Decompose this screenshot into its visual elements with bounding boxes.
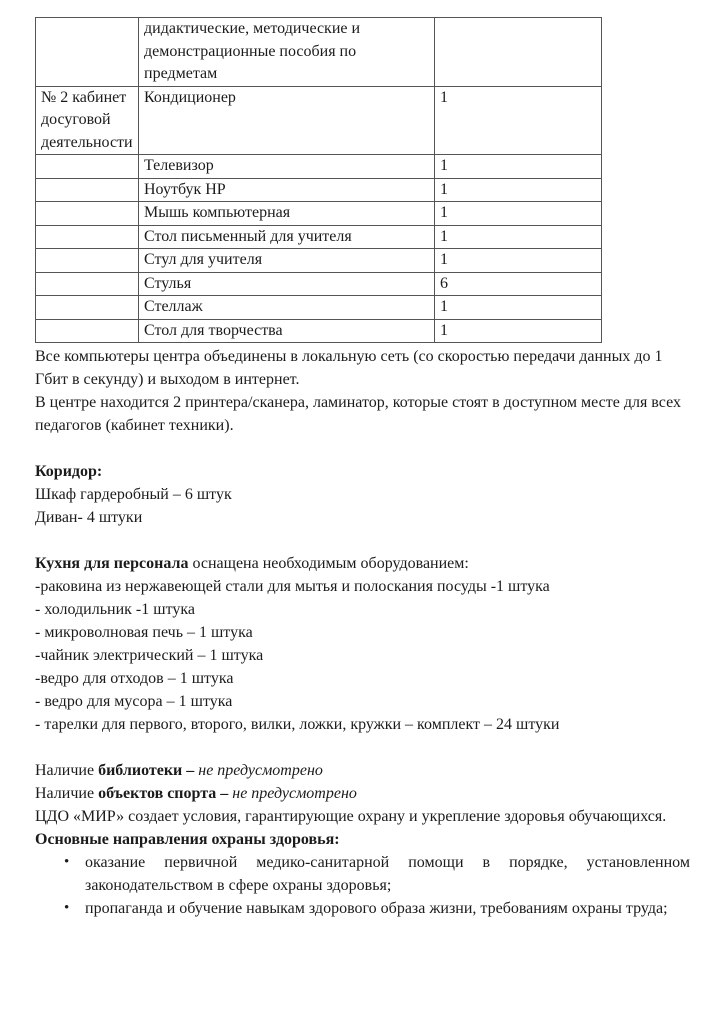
table-row xyxy=(36,319,602,343)
availability-prefix: Наличие xyxy=(35,785,99,802)
kitchen-item: - холодильник -1 штука xyxy=(35,601,195,618)
corridor-item: Шкаф гардеробный – 6 штук xyxy=(35,486,232,503)
bullet-icon: • xyxy=(64,854,70,870)
qty-cell: 6 xyxy=(435,272,602,296)
item-cell: Стулья xyxy=(139,272,435,296)
sports-availability xyxy=(35,782,690,805)
library-availability xyxy=(35,759,690,782)
availability-status: не предусмотрено xyxy=(198,762,323,779)
paragraph-printers: В центре находится 2 принтера/сканера, ламинатор, которые стоят в доступном месте для всех педагогов (кабинет техники). xyxy=(35,394,681,434)
paragraph-network: Все компьютеры центра объединены в локальную сеть (со скоростью передачи данных до 1 Гбит в секунду) и выходом в интернет. xyxy=(35,348,663,388)
item-cell: Стеллаж xyxy=(139,296,435,320)
qty-cell: 1 xyxy=(435,319,602,343)
item-cell: Стол для творчества xyxy=(139,319,435,343)
table-row xyxy=(36,86,602,155)
kitchen-item: - микроволновая печь – 1 штука xyxy=(35,624,253,641)
room-cell xyxy=(36,249,139,273)
table-row xyxy=(36,225,602,249)
availability-subject: библиотеки – xyxy=(98,762,199,779)
table-row xyxy=(36,272,602,296)
item-cell: Ноутбук HP xyxy=(139,178,435,202)
room-cell xyxy=(36,272,139,296)
health-bullet-list xyxy=(35,851,690,920)
blank-line xyxy=(35,736,690,759)
table-row xyxy=(36,249,602,273)
qty-cell: 1 xyxy=(435,202,602,226)
room-cell xyxy=(36,155,139,179)
blank-line xyxy=(35,437,690,460)
item-cell: дидактические, методические и демонстрационные пособия по предметам xyxy=(139,18,435,87)
item-cell: Телевизор xyxy=(139,155,435,179)
kitchen-item: -чайник электрический – 1 штука xyxy=(35,647,264,664)
bullet-text: пропаганда и обучение навыкам здорового образа жизни, требованиям охраны труда; xyxy=(85,900,668,917)
kitchen-heading-bold: Кухня для персонала xyxy=(35,555,189,572)
table-row xyxy=(36,155,602,179)
room-cell: № 2 кабинет досуговой деятельности xyxy=(36,86,139,155)
health-heading: Основные направления охраны здоровья: xyxy=(35,831,340,848)
item-cell: Мышь компьютерная xyxy=(139,202,435,226)
room-cell xyxy=(36,225,139,249)
blank-line xyxy=(35,529,690,552)
bullet-item xyxy=(35,851,690,897)
kitchen-item: -ведро для отходов – 1 штука xyxy=(35,670,234,687)
qty-cell: 1 xyxy=(435,155,602,179)
qty-cell: 1 xyxy=(435,225,602,249)
availability-status: не предусмотрено xyxy=(232,785,357,802)
room-cell xyxy=(36,202,139,226)
room-cell xyxy=(36,18,139,87)
item-cell: Стул для учителя xyxy=(139,249,435,273)
bullet-icon: • xyxy=(64,900,70,916)
qty-cell xyxy=(435,18,602,87)
qty-cell: 1 xyxy=(435,86,602,155)
qty-cell: 1 xyxy=(435,249,602,273)
kitchen-item: -раковина из нержавеющей стали для мытья и полоскания посуды -1 штука xyxy=(35,578,550,595)
kitchen-heading-rest: оснащена необходимым оборудованием: xyxy=(188,555,469,572)
table-row xyxy=(36,18,602,87)
table-row xyxy=(36,202,602,226)
equipment-table xyxy=(35,17,602,343)
room-cell xyxy=(36,178,139,202)
corridor-item: Диван- 4 штуки xyxy=(35,509,143,526)
kitchen-heading xyxy=(35,552,690,575)
table-row xyxy=(36,178,602,202)
corridor-heading: Коридор: xyxy=(35,463,103,480)
kitchen-item: - тарелки для первого, второго, вилки, ложки, кружки – комплект – 24 штуки xyxy=(35,716,560,733)
item-cell: Кондиционер xyxy=(139,86,435,155)
availability-subject: объектов спорта – xyxy=(98,785,233,802)
document-body xyxy=(35,345,690,920)
bullet-item xyxy=(35,897,690,920)
availability-prefix: Наличие xyxy=(35,762,99,779)
item-cell: Стол письменный для учителя xyxy=(139,225,435,249)
room-cell xyxy=(36,296,139,320)
kitchen-item: - ведро для мусора – 1 штука xyxy=(35,693,233,710)
qty-cell: 1 xyxy=(435,296,602,320)
table-row xyxy=(36,296,602,320)
qty-cell: 1 xyxy=(435,178,602,202)
health-intro: ЦДО «МИР» создает условия, гарантирующие охрану и укрепление здоровья обучающихся. xyxy=(35,808,667,825)
room-cell xyxy=(36,319,139,343)
bullet-text: оказание первичной медико-санитарной помощи в порядке, установленном законодательством в сфере охраны здоровья; xyxy=(85,854,690,894)
